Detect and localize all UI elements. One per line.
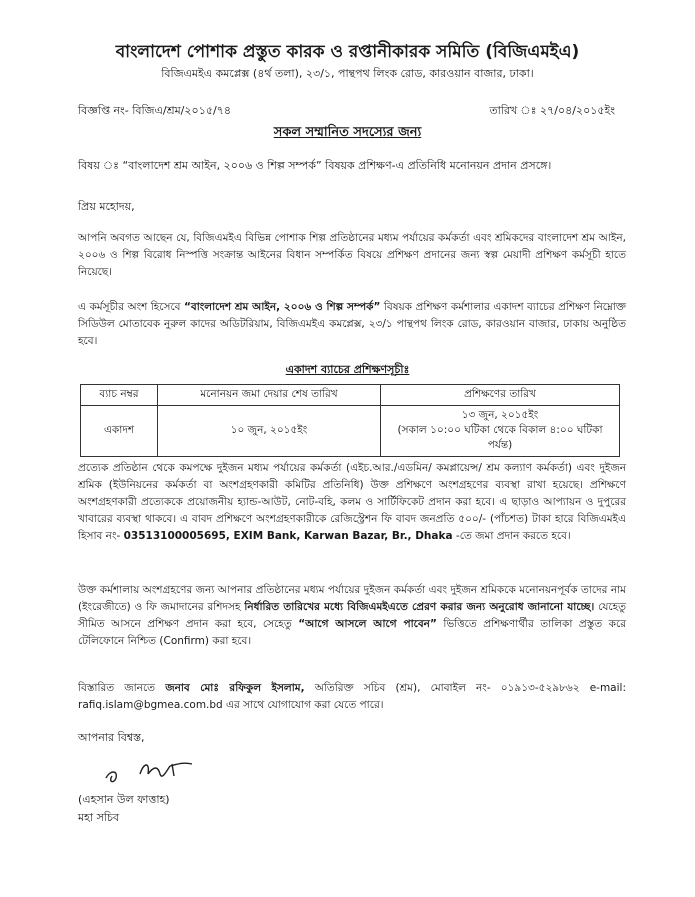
- issue-date: তারিখ ঃ ২৭/০৪/২০১৫ইং: [489, 104, 615, 117]
- closing-line: আপনার বিশ্বস্ত,: [78, 731, 145, 744]
- schedule-title: [0, 362, 695, 378]
- schedule-header-row: [81, 385, 620, 406]
- contact-person: জনাব মোঃ রফিকুল ইসলাম,: [165, 682, 305, 694]
- addressee-heading: [0, 124, 695, 143]
- schedule-title-text: একাদশ ব্যাচের প্রশিক্ষণসূচীঃ: [285, 363, 410, 376]
- cell-deadline: ১০ জুন, ২০১৫ইং: [158, 406, 381, 457]
- participants-text: প্রত্যেক প্রতিষ্ঠান থেকে কমপক্ষে দুইজন মধ্যম পর্যায়ের কর্মকর্তা (এইচ.আর./এডমিন/ কমপ্লায়েন্স/ শ্রম কল্যাণ কর্মকর্তা) এবং দুইজন শ্রমিক (ইউনিয়নের কর্মকর্তা বা অংশগ্রহণকারী কমিটির প্রতিনিধি) উক্ত প্রশিক্ষণে অংশগ্রহণের ব্যবস্থা রাখা হয়েছে। প্রশিক্ষণে অংশগ্রহণকারী প্রত্যেককে প্রয়োজনীয় হ্যান্ড-আউট, নোট-বহি, কলম ও সার্টিফিকেট প্রদান করা হবে। এ ছাড়াও আপ্যায়ন ও দুপুরের খাবারের ব্যবস্থা থাকবে। এ বাবদ প্রশিক্ষণে অংশগ্রহণকারীকে রেজিস্ট্রেশন ফি বাবদ জনপ্রতি ৫০০/- (পাঁচশত) টাকা হারে বিজিএমইএ হিসাব নং-: [78, 462, 626, 542]
- paragraph-program: [78, 299, 626, 350]
- nomination-text-middle: যেহেতু সীমিত আসনে প্রশিক্ষণ প্রদান করা হবে, সেহেতু: [78, 601, 626, 630]
- paragraph-participants: [78, 460, 626, 545]
- training-time: (সকাল ১০:০০ ঘটিকা থেকে বিকাল ৪:০০ ঘটিকা পর্যন্ত): [397, 424, 603, 452]
- signer-title: মহা সচিব: [78, 811, 120, 824]
- paragraph-intro: আপনি অবগত আছেন যে, বিজিএমইএ বিভিন্ন পোশাক শিল্প প্রতিষ্ঠানের মধ্যম পর্যায়ের কর্মকর্তা এবং শ্রমিকদের বাংলাদেশ শ্রম আইন, ২০০৬ ও শিল্প বিরোধ নিস্পত্তি সংক্রান্ত আইনের বিধান সম্পর্কিত বিষয়ে প্রশিক্ষণ প্রদানের জন্য স্বল্প মেয়াদী প্রশিক্ষণ কর্মসূচী হাতে নিয়েছে।: [78, 232, 626, 278]
- header-training-date: প্রশিক্ষণের তারিখ: [381, 385, 620, 406]
- organization-name: বাংলাদেশ পোশাক প্রস্তুত কারক ও রপ্তানীকারক সমিতি (বিজিএমইএ): [115, 42, 580, 62]
- bank-account-details: 03513100005695, EXIM Bank, Karwan Bazar, Br., Dhaka: [123, 530, 453, 542]
- salutation: প্রিয় মহোদয়,: [78, 200, 135, 213]
- signature-image: [100, 752, 230, 790]
- header-deadline: মনোনয়ন জমা দেয়ার শেষ তারিখ: [158, 385, 381, 406]
- cell-training-date: [381, 406, 620, 457]
- subject-line: বিষয় ঃ “বাংলাদেশ শ্রম আইন, ২০০৬ ও শিল্প সম্পর্ক” বিষয়ক প্রশিক্ষণ-এ প্রতিনিধি মনোনয়ন প্রদান প্রসঙ্গে।: [78, 159, 552, 172]
- nomination-text-end: ভিত্তিতে প্রশিক্ষণার্থীর তালিকা প্রস্তুত করে টেলিফোনে নিশ্চিত (Confirm) করা হবে।: [78, 618, 626, 647]
- reference-number: বিজ্ঞপ্তি নং- বিজিএ/শ্রম/২০১৫/৭৪: [78, 104, 231, 117]
- program-title: “বাংলাদেশ শ্রম আইন, ২০০৬ ও শিল্প সম্পর্ক”: [184, 301, 381, 313]
- signer-name: (এহসান উল ফাত্তাহ): [78, 793, 170, 806]
- table-row: [81, 406, 620, 457]
- header-batch: ব্যাচ নম্বর: [81, 385, 158, 406]
- first-come-notice: “আগে আসলে আগে পাবেন”: [298, 618, 437, 630]
- cell-batch: একাদশ: [81, 406, 158, 457]
- paragraph-nomination: [78, 582, 626, 650]
- schedule-table: [80, 384, 620, 457]
- addressee-text: সকল সম্মানিত সদস্যের জন্য: [273, 125, 422, 140]
- organization-address: বিজিএমইএ কমপ্লেক্স (৪র্থ তলা), ২৩/১, পান্থপথ লিংক রোড, কারওয়ান বাজার, ঢাকা।: [161, 67, 534, 80]
- nomination-deadline-request: নির্ধারিত তারিখের মধ্যে বিজিএমইএতে প্রেরণ করার জন্য অনুরোধ জানানো যাচ্ছে।: [244, 601, 595, 613]
- program-text-start: এ কর্মসূচীর অংশ হিসেবে: [78, 301, 184, 313]
- paragraph-contact: [78, 680, 626, 714]
- training-date: ১৩ জুন, ২০১৫ইং: [461, 409, 539, 421]
- participants-text-end: -তে জমা প্রদান করতে হবে।: [452, 530, 571, 542]
- contact-text-start: বিস্তারিত জানতে: [78, 682, 166, 694]
- program-text-end: বিষয়ক প্রশিক্ষণ কর্মশালার একাদশ ব্যাচের প্রশিক্ষণ নিম্নোক্ত সিডিউল মোতাবেক নুরুল কাদের অডিটরিয়াম, বিজিএমইএ কমপ্লেক্স, ২৩/১ পান্থপথ লিংক রোড, কারওয়ান বাজার, ঢাকায় অনুষ্ঠিত হবে।: [78, 301, 626, 347]
- contact-details: অতিরিক্ত সচিব (শ্রম), মোবাইল নং- ০১৯১৩-৫২৯৮৬২ e-mail: rafiq.islam@bgmea.com.bd এর সাথে যোগাযোগ করা যেতে পারে।: [78, 682, 626, 711]
- nomination-text-start: উক্ত কর্মশালায় অংশগ্রহণের জন্য আপনার প্রতিষ্ঠানের মধ্যম পর্যায়ের দুইজন কর্মকর্তা এবং দুইজন শ্রমিককে মনোনয়নপূর্বক তাদের নাম (ইংরেজীতে) ও ফি জমাদানের রশিদসহ: [78, 584, 626, 613]
